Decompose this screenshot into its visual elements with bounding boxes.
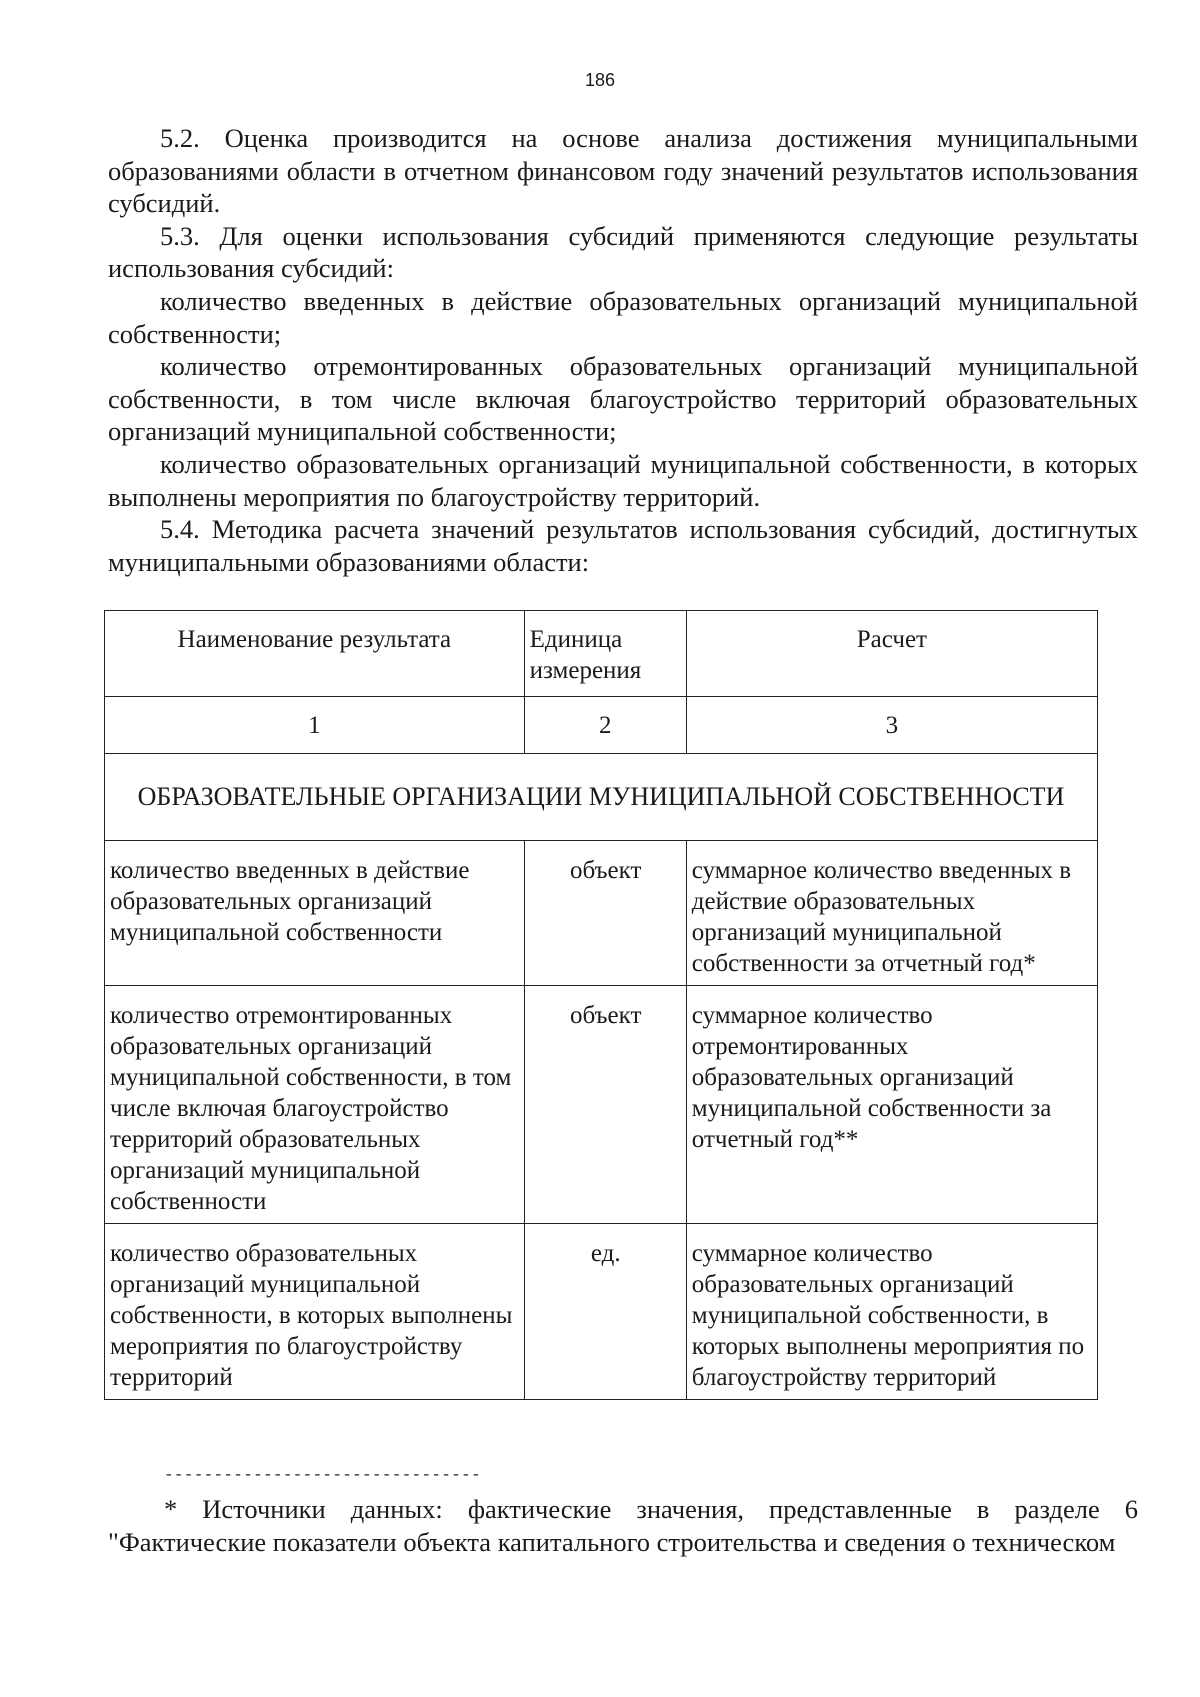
row-calculation: суммарное количество образовательных организаций муниципальной собственности, в которых выполнены мероприятия по благоустройству территорий [686, 1224, 1097, 1400]
section-title: ОБРАЗОВАТЕЛЬНЫЕ ОРГАНИЗАЦИИ МУНИЦИПАЛЬНОЙ СОБСТВЕННОСТИ [105, 754, 1098, 841]
row-unit: ед. [524, 1224, 686, 1400]
row-calculation: суммарное количество отремонтированных образовательных организаций муниципальной собственности за отчетный год** [686, 986, 1097, 1224]
column-number-2: 2 [524, 697, 686, 754]
table-row [105, 1224, 1098, 1400]
row-result-name: количество введенных в действие образовательных организаций муниципальной собственности [105, 841, 525, 986]
table-header-row [105, 611, 1098, 697]
footnote: * Источники данных: фактические значения, представленные в разделе 6 "Фактические показатели объекта капитального строительства и сведения о техническом [108, 1494, 1138, 1557]
row-unit: объект [524, 986, 686, 1224]
column-number-1: 1 [105, 697, 525, 754]
table-row [105, 986, 1098, 1224]
paragraph-5-3: 5.3. Для оценки использования субсидий применяются следующие результаты использования субсидий: [108, 220, 1138, 284]
column-number-row [105, 697, 1098, 754]
section-row [105, 754, 1098, 841]
paragraph-5-4: 5.4. Методика расчета значений результатов использования субсидий, достигнутых муниципальными образованиями области: [108, 514, 1138, 577]
column-number-3: 3 [686, 697, 1097, 754]
header-result-name: Наименование результата [105, 611, 525, 697]
header-calculation: Расчет [686, 611, 1097, 697]
calculation-table [104, 610, 1098, 1400]
body-text [108, 122, 1138, 578]
paragraph-5-2: 5.2. Оценка производится на основе анализа достижения муниципальными образованиями области в отчетном финансовом году значений результатов использования субсидий. [108, 123, 1138, 219]
row-result-name: количество отремонтированных образовательных организаций муниципальной собственности, в том числе включая благоустройство территорий образовательных организаций муниципальной собственности [105, 986, 525, 1224]
result-item-2: количество отремонтированных образовательных организаций муниципальной собственности, в том числе включая благоустройство территорий образовательных организаций муниципальной собственности; [108, 351, 1138, 447]
page-number: 186 [584, 70, 616, 90]
result-item-1: количество введенных в действие образовательных организаций муниципальной собственности; [108, 285, 1138, 349]
header-unit: Единица измерения [524, 611, 686, 697]
row-unit: объект [524, 841, 686, 986]
table-row [105, 841, 1098, 986]
result-item-3: количество образовательных организаций муниципальной собственности, в которых выполнены мероприятия по благоустройству территорий. [108, 448, 1138, 512]
row-calculation: суммарное количество введенных в действие образовательных организаций муниципальной собственности за отчетный год* [686, 841, 1097, 986]
footnote-separator: -------------------------------- [164, 1466, 481, 1484]
row-result-name: количество образовательных организаций муниципальной собственности, в которых выполнены мероприятия по благоустройству территорий [105, 1224, 525, 1400]
